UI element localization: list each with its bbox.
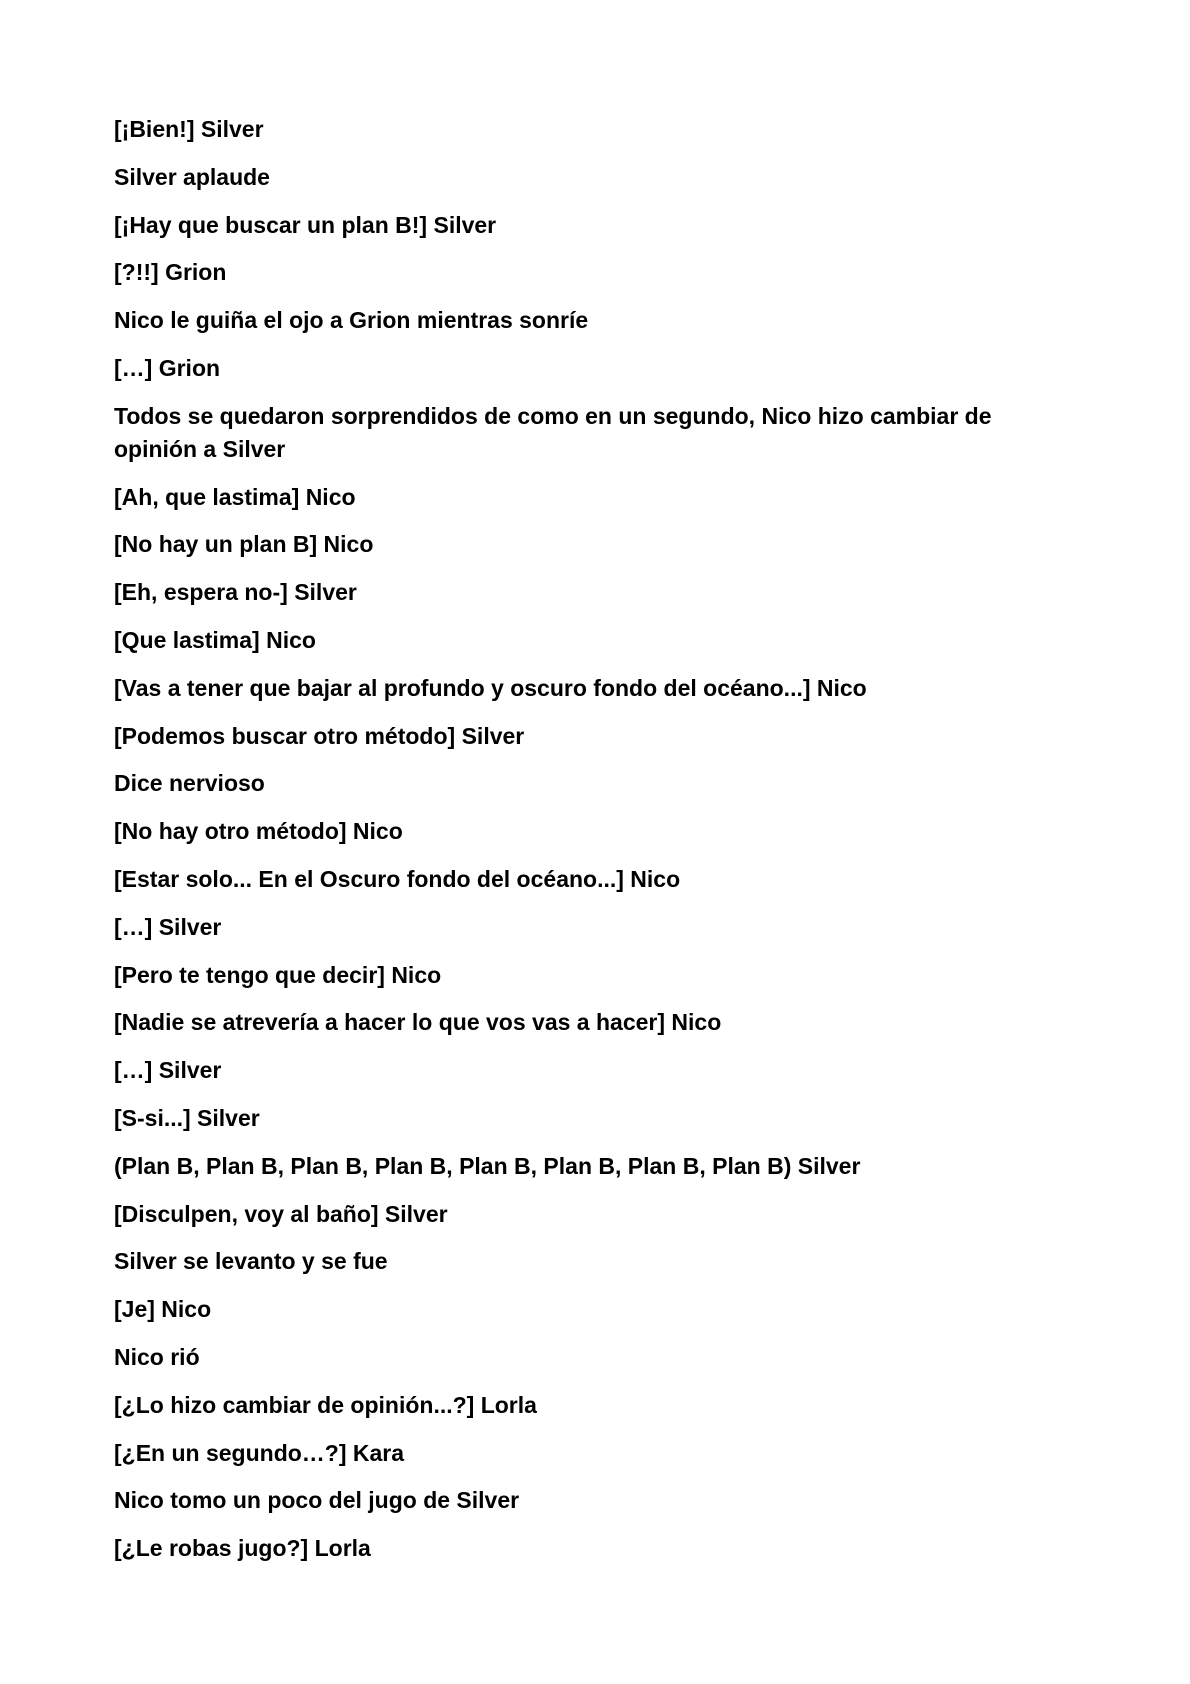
text-line: Dice nervioso [114, 770, 265, 797]
text-line: Todos se quedaron sorprendidos de como en un segundo, Nico hizo cambiar de opinión a Silver [114, 402, 992, 462]
text-line: [¡Bien!] Silver [114, 116, 264, 142]
text-line: (Plan B, Plan B, Plan B, Plan B, Plan B, Plan B, Plan B, Plan B) Silver [114, 1152, 861, 1179]
text-line: […] Silver [114, 913, 222, 940]
text-line: [Que lastima] Nico [114, 626, 316, 653]
text-line: [¿Lo hizo cambiar de opinión...?] Lorla [114, 1391, 537, 1418]
document-body [114, 113, 1074, 1580]
text-line: […] Grion [114, 354, 221, 381]
text-line: Nico tomo un poco del jugo de Silver [114, 1487, 520, 1514]
text-line: [Vas a tener que bajar al profundo y oscuro fondo del océano...] Nico [114, 674, 867, 701]
text-line: [No hay un plan B] Nico [114, 531, 374, 558]
text-line: [Eh, espera no-] Silver [114, 579, 357, 606]
text-line: Nico rió [114, 1343, 200, 1370]
text-line: Nico le guiña el ojo a Grion mientras sonríe [114, 307, 589, 334]
text-line: Silver se levanto y se fue [114, 1248, 388, 1275]
text-line: [¡Hay que buscar un plan B!] Silver [114, 211, 497, 238]
text-line: Silver aplaude [114, 163, 270, 190]
text-line: [?!!] Grion [114, 259, 227, 286]
text-line: [S-si...] Silver [114, 1104, 260, 1131]
text-line: [Disculpen, voy al baño] Silver [114, 1200, 448, 1227]
text-line: […] Silver [114, 1057, 222, 1084]
text-line: [Estar solo... En el Oscuro fondo del océano...] Nico [114, 865, 681, 892]
text-line: [Nadie se atrevería a hacer lo que vos vas a hacer] Nico [114, 1009, 722, 1036]
text-line: [¿Le robas jugo?] Lorla [114, 1535, 371, 1562]
text-line: [No hay otro método] Nico [114, 818, 403, 845]
text-line: [Pero te tengo que decir] Nico [114, 961, 442, 988]
text-line: [Ah, que lastima] Nico [114, 483, 356, 510]
text-line: [Podemos buscar otro método] Silver [114, 722, 525, 749]
text-line: [Je] Nico [114, 1296, 212, 1323]
text-line: [¿En un segundo…?] Kara [114, 1439, 405, 1466]
